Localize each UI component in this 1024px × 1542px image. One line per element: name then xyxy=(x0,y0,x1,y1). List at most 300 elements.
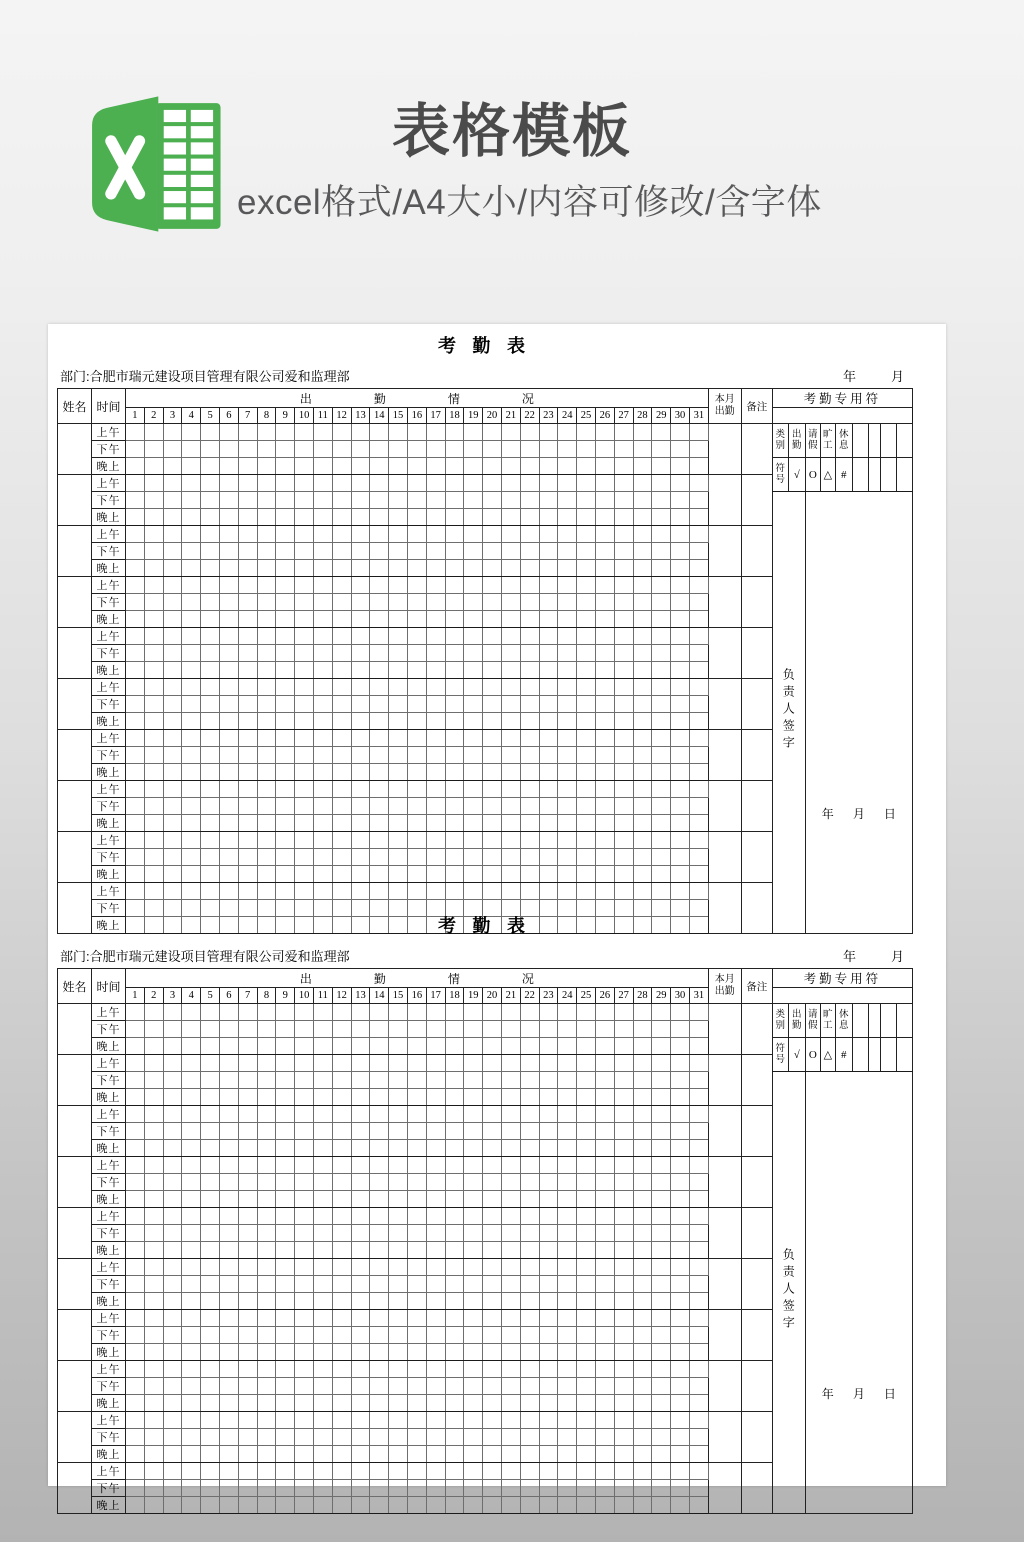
day-cell[interactable] xyxy=(257,1293,276,1310)
day-cell[interactable] xyxy=(163,1310,182,1327)
day-cell[interactable] xyxy=(520,543,539,560)
day-cell[interactable] xyxy=(671,883,690,900)
day-cell[interactable] xyxy=(201,1208,220,1225)
day-cell[interactable] xyxy=(577,1004,596,1021)
day-cell[interactable] xyxy=(238,696,257,713)
day-cell[interactable] xyxy=(257,1191,276,1208)
day-cell[interactable] xyxy=(595,1021,614,1038)
day-cell[interactable] xyxy=(295,1327,314,1344)
day-cell[interactable] xyxy=(332,1446,351,1463)
day-cell[interactable] xyxy=(426,1140,445,1157)
day-cell[interactable] xyxy=(426,1344,445,1361)
day-cell[interactable] xyxy=(501,764,520,781)
note-cell[interactable] xyxy=(741,1412,772,1463)
day-cell[interactable] xyxy=(201,1395,220,1412)
day-cell[interactable] xyxy=(332,1293,351,1310)
day-cell[interactable] xyxy=(445,747,464,764)
day-cell[interactable] xyxy=(295,1395,314,1412)
day-cell[interactable] xyxy=(238,1191,257,1208)
day-cell[interactable] xyxy=(332,1055,351,1072)
day-cell[interactable] xyxy=(464,1378,483,1395)
day-cell[interactable] xyxy=(182,1412,201,1429)
day-cell[interactable] xyxy=(389,1344,408,1361)
day-cell[interactable] xyxy=(652,424,671,441)
day-cell[interactable] xyxy=(163,1327,182,1344)
day-cell[interactable] xyxy=(652,730,671,747)
day-cell[interactable] xyxy=(520,1344,539,1361)
day-cell[interactable] xyxy=(370,1446,389,1463)
day-cell[interactable] xyxy=(633,1140,652,1157)
day-cell[interactable] xyxy=(483,1242,502,1259)
day-cell[interactable] xyxy=(689,1446,708,1463)
day-cell[interactable] xyxy=(389,849,408,866)
day-cell[interactable] xyxy=(201,1191,220,1208)
day-cell[interactable] xyxy=(652,1072,671,1089)
day-cell[interactable] xyxy=(595,1038,614,1055)
day-cell[interactable] xyxy=(464,662,483,679)
day-cell[interactable] xyxy=(520,1463,539,1480)
day-cell[interactable] xyxy=(539,1276,558,1293)
day-cell[interactable] xyxy=(313,645,332,662)
day-cell[interactable] xyxy=(370,662,389,679)
day-cell[interactable] xyxy=(144,1072,163,1089)
day-cell[interactable] xyxy=(126,1191,145,1208)
day-cell[interactable] xyxy=(501,458,520,475)
day-cell[interactable] xyxy=(126,662,145,679)
day-cell[interactable] xyxy=(219,764,238,781)
day-cell[interactable] xyxy=(595,1123,614,1140)
day-cell[interactable] xyxy=(389,883,408,900)
day-cell[interactable] xyxy=(689,1463,708,1480)
day-cell[interactable] xyxy=(483,594,502,611)
day-cell[interactable] xyxy=(577,1021,596,1038)
day-cell[interactable] xyxy=(407,1327,426,1344)
day-cell[interactable] xyxy=(558,543,577,560)
day-cell[interactable] xyxy=(219,1446,238,1463)
day-cell[interactable] xyxy=(407,1480,426,1497)
day-cell[interactable] xyxy=(144,560,163,577)
day-cell[interactable] xyxy=(182,883,201,900)
day-cell[interactable] xyxy=(633,730,652,747)
day-cell[interactable] xyxy=(652,1480,671,1497)
day-cell[interactable] xyxy=(295,883,314,900)
day-cell[interactable] xyxy=(558,1259,577,1276)
day-cell[interactable] xyxy=(539,1378,558,1395)
day-cell[interactable] xyxy=(201,798,220,815)
day-cell[interactable] xyxy=(238,492,257,509)
day-cell[interactable] xyxy=(595,645,614,662)
day-cell[interactable] xyxy=(219,1259,238,1276)
day-cell[interactable] xyxy=(332,1497,351,1514)
day-cell[interactable] xyxy=(182,781,201,798)
day-cell[interactable] xyxy=(614,628,633,645)
day-cell[interactable] xyxy=(182,1293,201,1310)
day-cell[interactable] xyxy=(144,475,163,492)
day-cell[interactable] xyxy=(351,1208,370,1225)
day-cell[interactable] xyxy=(671,1412,690,1429)
day-cell[interactable] xyxy=(483,1208,502,1225)
day-cell[interactable] xyxy=(426,781,445,798)
day-cell[interactable] xyxy=(144,1021,163,1038)
day-cell[interactable] xyxy=(426,849,445,866)
day-cell[interactable] xyxy=(276,509,295,526)
day-cell[interactable] xyxy=(313,1480,332,1497)
day-cell[interactable] xyxy=(144,1310,163,1327)
day-cell[interactable] xyxy=(332,1259,351,1276)
day-cell[interactable] xyxy=(614,1157,633,1174)
day-cell[interactable] xyxy=(614,815,633,832)
day-cell[interactable] xyxy=(539,1089,558,1106)
day-cell[interactable] xyxy=(201,1480,220,1497)
day-cell[interactable] xyxy=(238,1378,257,1395)
day-cell[interactable] xyxy=(445,458,464,475)
day-cell[interactable] xyxy=(539,866,558,883)
day-cell[interactable] xyxy=(539,1429,558,1446)
day-cell[interactable] xyxy=(483,1021,502,1038)
day-cell[interactable] xyxy=(370,679,389,696)
day-cell[interactable] xyxy=(276,1089,295,1106)
day-cell[interactable] xyxy=(539,441,558,458)
day-cell[interactable] xyxy=(445,526,464,543)
day-cell[interactable] xyxy=(257,1038,276,1055)
day-cell[interactable] xyxy=(313,628,332,645)
day-cell[interactable] xyxy=(501,1327,520,1344)
day-cell[interactable] xyxy=(689,1378,708,1395)
day-cell[interactable] xyxy=(464,441,483,458)
day-cell[interactable] xyxy=(126,1055,145,1072)
day-cell[interactable] xyxy=(201,849,220,866)
day-cell[interactable] xyxy=(182,1276,201,1293)
day-cell[interactable] xyxy=(614,424,633,441)
day-cell[interactable] xyxy=(464,1225,483,1242)
day-cell[interactable] xyxy=(539,1446,558,1463)
day-cell[interactable] xyxy=(389,1378,408,1395)
day-cell[interactable] xyxy=(257,1055,276,1072)
day-cell[interactable] xyxy=(238,747,257,764)
day-cell[interactable] xyxy=(332,696,351,713)
day-cell[interactable] xyxy=(351,798,370,815)
day-cell[interactable] xyxy=(558,832,577,849)
day-cell[interactable] xyxy=(276,849,295,866)
day-cell[interactable] xyxy=(539,1174,558,1191)
day-cell[interactable] xyxy=(126,475,145,492)
day-cell[interactable] xyxy=(276,1259,295,1276)
day-cell[interactable] xyxy=(501,1072,520,1089)
day-cell[interactable] xyxy=(389,611,408,628)
day-cell[interactable] xyxy=(633,747,652,764)
day-cell[interactable] xyxy=(351,1327,370,1344)
day-cell[interactable] xyxy=(351,1344,370,1361)
day-cell[interactable] xyxy=(633,1344,652,1361)
day-cell[interactable] xyxy=(332,1412,351,1429)
note-cell[interactable] xyxy=(741,1310,772,1361)
day-cell[interactable] xyxy=(614,441,633,458)
day-cell[interactable] xyxy=(483,526,502,543)
day-cell[interactable] xyxy=(126,1276,145,1293)
day-cell[interactable] xyxy=(313,1106,332,1123)
day-cell[interactable] xyxy=(201,1259,220,1276)
day-cell[interactable] xyxy=(370,747,389,764)
day-cell[interactable] xyxy=(276,1497,295,1514)
day-cell[interactable] xyxy=(464,1191,483,1208)
day-cell[interactable] xyxy=(445,628,464,645)
day-cell[interactable] xyxy=(577,1055,596,1072)
day-cell[interactable] xyxy=(370,645,389,662)
day-cell[interactable] xyxy=(313,1344,332,1361)
day-cell[interactable] xyxy=(182,713,201,730)
day-cell[interactable] xyxy=(426,1038,445,1055)
day-cell[interactable] xyxy=(295,1429,314,1446)
day-cell[interactable] xyxy=(652,1021,671,1038)
day-cell[interactable] xyxy=(201,866,220,883)
day-cell[interactable] xyxy=(219,577,238,594)
day-cell[interactable] xyxy=(539,577,558,594)
day-cell[interactable] xyxy=(577,1157,596,1174)
day-cell[interactable] xyxy=(163,1089,182,1106)
day-cell[interactable] xyxy=(558,441,577,458)
day-cell[interactable] xyxy=(182,628,201,645)
month-total-cell[interactable] xyxy=(708,1463,741,1514)
day-cell[interactable] xyxy=(577,1497,596,1514)
day-cell[interactable] xyxy=(501,577,520,594)
day-cell[interactable] xyxy=(520,832,539,849)
day-cell[interactable] xyxy=(295,645,314,662)
day-cell[interactable] xyxy=(577,611,596,628)
day-cell[interactable] xyxy=(182,1208,201,1225)
day-cell[interactable] xyxy=(238,475,257,492)
day-cell[interactable] xyxy=(652,713,671,730)
day-cell[interactable] xyxy=(332,1225,351,1242)
day-cell[interactable] xyxy=(577,1038,596,1055)
day-cell[interactable] xyxy=(295,1140,314,1157)
day-cell[interactable] xyxy=(689,1106,708,1123)
day-cell[interactable] xyxy=(483,1174,502,1191)
day-cell[interactable] xyxy=(539,560,558,577)
day-cell[interactable] xyxy=(633,1276,652,1293)
day-cell[interactable] xyxy=(633,611,652,628)
day-cell[interactable] xyxy=(558,1497,577,1514)
day-cell[interactable] xyxy=(163,1021,182,1038)
day-cell[interactable] xyxy=(389,645,408,662)
empty-symbol-cell[interactable] xyxy=(868,1038,880,1072)
day-cell[interactable] xyxy=(595,798,614,815)
day-cell[interactable] xyxy=(445,1174,464,1191)
day-cell[interactable] xyxy=(257,1378,276,1395)
day-cell[interactable] xyxy=(558,883,577,900)
day-cell[interactable] xyxy=(445,475,464,492)
day-cell[interactable] xyxy=(577,713,596,730)
day-cell[interactable] xyxy=(426,662,445,679)
empty-symbol-cell[interactable] xyxy=(852,1004,868,1038)
day-cell[interactable] xyxy=(689,815,708,832)
day-cell[interactable] xyxy=(313,441,332,458)
day-cell[interactable] xyxy=(671,1208,690,1225)
day-cell[interactable] xyxy=(313,1242,332,1259)
day-cell[interactable] xyxy=(501,526,520,543)
day-cell[interactable] xyxy=(163,1225,182,1242)
day-cell[interactable] xyxy=(201,1089,220,1106)
day-cell[interactable] xyxy=(652,1395,671,1412)
day-cell[interactable] xyxy=(219,696,238,713)
day-cell[interactable] xyxy=(652,458,671,475)
day-cell[interactable] xyxy=(407,1378,426,1395)
day-cell[interactable] xyxy=(389,696,408,713)
day-cell[interactable] xyxy=(351,1310,370,1327)
day-cell[interactable] xyxy=(295,543,314,560)
day-cell[interactable] xyxy=(445,866,464,883)
day-cell[interactable] xyxy=(445,1191,464,1208)
day-cell[interactable] xyxy=(689,1191,708,1208)
day-cell[interactable] xyxy=(126,1038,145,1055)
day-cell[interactable] xyxy=(426,424,445,441)
day-cell[interactable] xyxy=(652,1191,671,1208)
day-cell[interactable] xyxy=(126,1361,145,1378)
day-cell[interactable] xyxy=(483,849,502,866)
day-cell[interactable] xyxy=(520,815,539,832)
day-cell[interactable] xyxy=(351,1055,370,1072)
day-cell[interactable] xyxy=(671,713,690,730)
name-input-cell[interactable] xyxy=(58,628,92,679)
day-cell[interactable] xyxy=(633,475,652,492)
day-cell[interactable] xyxy=(577,1429,596,1446)
day-cell[interactable] xyxy=(445,560,464,577)
day-cell[interactable] xyxy=(671,662,690,679)
day-cell[interactable] xyxy=(445,1327,464,1344)
day-cell[interactable] xyxy=(219,1157,238,1174)
day-cell[interactable] xyxy=(126,866,145,883)
name-input-cell[interactable] xyxy=(58,577,92,628)
day-cell[interactable] xyxy=(257,679,276,696)
day-cell[interactable] xyxy=(595,1480,614,1497)
day-cell[interactable] xyxy=(257,1089,276,1106)
day-cell[interactable] xyxy=(671,1242,690,1259)
day-cell[interactable] xyxy=(144,1208,163,1225)
day-cell[interactable] xyxy=(295,679,314,696)
day-cell[interactable] xyxy=(445,1497,464,1514)
day-cell[interactable] xyxy=(520,458,539,475)
date-cell[interactable] xyxy=(805,492,912,934)
day-cell[interactable] xyxy=(558,628,577,645)
note-cell[interactable] xyxy=(741,577,772,628)
day-cell[interactable] xyxy=(313,1157,332,1174)
day-cell[interactable] xyxy=(483,662,502,679)
day-cell[interactable] xyxy=(671,1310,690,1327)
day-cell[interactable] xyxy=(407,1191,426,1208)
day-cell[interactable] xyxy=(182,1157,201,1174)
day-cell[interactable] xyxy=(652,1378,671,1395)
day-cell[interactable] xyxy=(633,1106,652,1123)
day-cell[interactable] xyxy=(126,1412,145,1429)
day-cell[interactable] xyxy=(351,628,370,645)
day-cell[interactable] xyxy=(671,560,690,577)
day-cell[interactable] xyxy=(614,594,633,611)
day-cell[interactable] xyxy=(370,696,389,713)
day-cell[interactable] xyxy=(370,526,389,543)
day-cell[interactable] xyxy=(633,1174,652,1191)
day-cell[interactable] xyxy=(577,1208,596,1225)
day-cell[interactable] xyxy=(483,1123,502,1140)
day-cell[interactable] xyxy=(671,1344,690,1361)
day-cell[interactable] xyxy=(595,815,614,832)
day-cell[interactable] xyxy=(445,883,464,900)
day-cell[interactable] xyxy=(633,866,652,883)
day-cell[interactable] xyxy=(671,696,690,713)
day-cell[interactable] xyxy=(614,1395,633,1412)
day-cell[interactable] xyxy=(689,526,708,543)
day-cell[interactable] xyxy=(313,560,332,577)
day-cell[interactable] xyxy=(501,1412,520,1429)
day-cell[interactable] xyxy=(295,594,314,611)
empty-symbol-cell[interactable] xyxy=(852,458,868,492)
day-cell[interactable] xyxy=(595,883,614,900)
day-cell[interactable] xyxy=(671,645,690,662)
day-cell[interactable] xyxy=(163,424,182,441)
day-cell[interactable] xyxy=(501,1259,520,1276)
day-cell[interactable] xyxy=(182,441,201,458)
day-cell[interactable] xyxy=(539,696,558,713)
day-cell[interactable] xyxy=(671,594,690,611)
day-cell[interactable] xyxy=(426,492,445,509)
day-cell[interactable] xyxy=(614,764,633,781)
day-cell[interactable] xyxy=(351,730,370,747)
day-cell[interactable] xyxy=(295,1055,314,1072)
day-cell[interactable] xyxy=(501,1123,520,1140)
name-input-cell[interactable] xyxy=(58,1157,92,1208)
day-cell[interactable] xyxy=(614,849,633,866)
day-cell[interactable] xyxy=(257,1208,276,1225)
day-cell[interactable] xyxy=(332,1072,351,1089)
day-cell[interactable] xyxy=(182,577,201,594)
day-cell[interactable] xyxy=(351,1378,370,1395)
day-cell[interactable] xyxy=(689,475,708,492)
day-cell[interactable] xyxy=(144,526,163,543)
day-cell[interactable] xyxy=(539,1072,558,1089)
day-cell[interactable] xyxy=(313,679,332,696)
day-cell[interactable] xyxy=(426,1361,445,1378)
day-cell[interactable] xyxy=(520,611,539,628)
day-cell[interactable] xyxy=(238,1293,257,1310)
day-cell[interactable] xyxy=(126,441,145,458)
day-cell[interactable] xyxy=(407,1157,426,1174)
day-cell[interactable] xyxy=(144,611,163,628)
day-cell[interactable] xyxy=(464,1157,483,1174)
day-cell[interactable] xyxy=(295,492,314,509)
day-cell[interactable] xyxy=(163,1293,182,1310)
day-cell[interactable] xyxy=(144,1378,163,1395)
day-cell[interactable] xyxy=(389,577,408,594)
day-cell[interactable] xyxy=(219,1412,238,1429)
day-cell[interactable] xyxy=(652,1089,671,1106)
day-cell[interactable] xyxy=(501,1276,520,1293)
day-cell[interactable] xyxy=(313,1208,332,1225)
day-cell[interactable] xyxy=(652,1157,671,1174)
month-total-cell[interactable] xyxy=(708,1004,741,1055)
day-cell[interactable] xyxy=(501,475,520,492)
day-cell[interactable] xyxy=(595,424,614,441)
day-cell[interactable] xyxy=(126,509,145,526)
day-cell[interactable] xyxy=(201,1497,220,1514)
day-cell[interactable] xyxy=(313,849,332,866)
day-cell[interactable] xyxy=(313,1038,332,1055)
day-cell[interactable] xyxy=(332,764,351,781)
day-cell[interactable] xyxy=(445,1242,464,1259)
day-cell[interactable] xyxy=(464,492,483,509)
day-cell[interactable] xyxy=(182,475,201,492)
day-cell[interactable] xyxy=(407,611,426,628)
day-cell[interactable] xyxy=(501,1344,520,1361)
day-cell[interactable] xyxy=(257,1497,276,1514)
day-cell[interactable] xyxy=(201,1004,220,1021)
